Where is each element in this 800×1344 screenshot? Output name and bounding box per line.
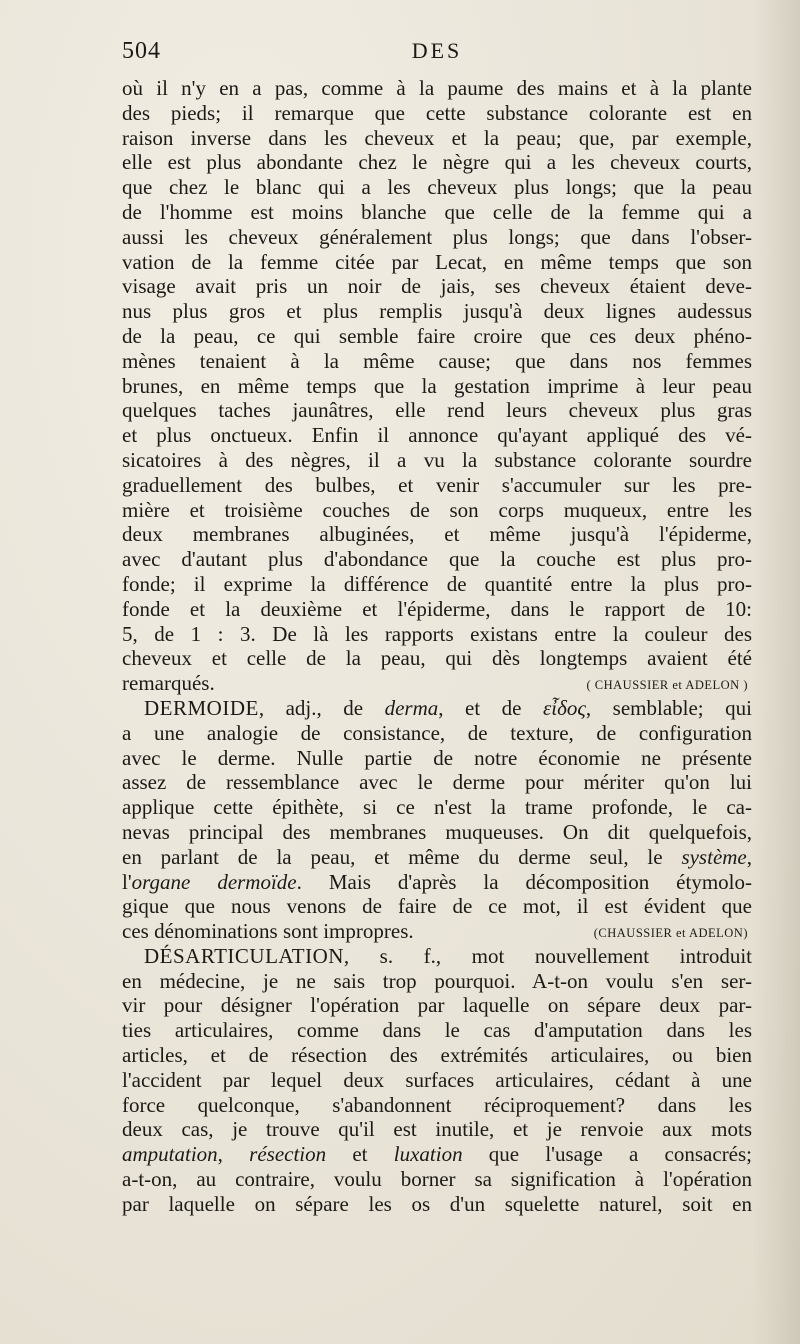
body-text bbox=[122, 76, 752, 1217]
author-signature: (CHAUSSIER et ADELON) bbox=[593, 926, 748, 941]
text-line: sicatoires à des nègres, il a vu la substance colorante sourdre bbox=[122, 447, 752, 472]
text-line: articles, et de résection des extrémités articulaires, ou bien bbox=[122, 1043, 752, 1068]
text-line: des pieds; il remarque que cette substance colorante est en bbox=[122, 100, 752, 125]
text-line: de la peau, ce qui semble faire croire que ces deux phéno- bbox=[122, 323, 752, 348]
text-line: vir pour désigner l'opération par laquelle on sépare deux par- bbox=[122, 993, 752, 1018]
signature-line bbox=[122, 919, 752, 944]
text-line-end: ces dénominations sont impropres. bbox=[122, 919, 414, 944]
text-line: nus plus gros et plus remplis jusqu'à deux lignes audessus bbox=[122, 299, 752, 324]
text-line: gique que nous venons de faire de ce mot, il est évident que bbox=[122, 894, 752, 919]
text-line: graduellement des bulbes, et venir s'accumuler sur les pre- bbox=[122, 472, 752, 497]
text-line: quelques taches jaunâtres, elle rend leurs cheveux plus gras bbox=[122, 398, 752, 423]
author-signature: ( CHAUSSIER et ADELON ) bbox=[586, 678, 748, 693]
text-line: en médecine, je ne sais trop pourquoi. A-t-on voulu s'en ser- bbox=[122, 968, 752, 993]
text-line: amputation, résection et luxation que l'usage a consacrés; bbox=[122, 1142, 753, 1167]
text-line: deux cas, je trouve qu'il est inutile, et je renvoie aux mots bbox=[122, 1117, 752, 1142]
text-line: nevas principal des membranes muqueuses. On dit quelquefois, bbox=[122, 819, 752, 844]
entry-desarticulation-first-line: DÉSARTICULATION, s. f., mot nouvellement introduit bbox=[144, 943, 752, 968]
page-gutter-shadow bbox=[752, 0, 800, 1344]
text-line: applique cette épithète, si ce n'est la trame profonde, le ca- bbox=[122, 795, 752, 820]
text-line: que chez le blanc qui a les cheveux plus longs; que la peau bbox=[122, 175, 752, 200]
text-line: elle est plus abondante chez le nègre qui a les cheveux courts, bbox=[122, 150, 752, 175]
text-line: avec le derme. Nulle partie de notre économie ne présente bbox=[122, 745, 752, 770]
text-line: aussi les cheveux généralement plus longs; que dans l'obser- bbox=[122, 224, 752, 249]
text-line: et plus onctueux. Enfin il annonce qu'ayant appliqué des vé- bbox=[122, 423, 752, 448]
text-line: fonde et la deuxième et l'épiderme, dans le rapport de 10: bbox=[122, 596, 752, 621]
entry-headword: DERMOIDE bbox=[144, 695, 259, 720]
text-line: où il n'y en a pas, comme à la paume des mains et à la plante bbox=[122, 76, 752, 100]
text-line: ties articulaires, comme dans le cas d'amputation dans les bbox=[122, 1018, 752, 1043]
text-line: force quelconque, s'abandonnent réciproquement? dans les bbox=[122, 1092, 752, 1117]
text-line: fonde; il exprime la différence de quantité entre la plus pro- bbox=[122, 571, 752, 596]
signature-line bbox=[122, 671, 752, 696]
text-line: de l'homme est moins blanche que celle de la femme qui a bbox=[122, 199, 752, 224]
text-line-end: remarqués. bbox=[122, 671, 215, 696]
entry-headword: DÉSARTICULATION bbox=[144, 943, 344, 968]
text-line: avec d'autant plus d'abondance que la couche est plus pro- bbox=[122, 547, 752, 572]
entry-dermoide-first-line: DERMOIDE, adj., de derma, et de εἶδος, semblable; qui bbox=[144, 695, 752, 720]
text-line: 5, de 1 : 3. De là les rapports existans entre la couleur des bbox=[122, 621, 752, 646]
text-line: a une analogie de consistance, de texture, de configuration bbox=[122, 720, 752, 745]
text-line: par laquelle on sépare les os d'un squelette naturel, soit en bbox=[122, 1191, 752, 1216]
text-line: l'accident par lequel deux surfaces articulaires, cédant à une bbox=[122, 1067, 752, 1092]
text-line: mènes tenaient à la même cause; que dans nos femmes bbox=[122, 348, 752, 373]
page-number: 504 bbox=[122, 38, 161, 64]
text-line: visage avait pris un noir de jais, ses cheveux étaient deve- bbox=[122, 274, 752, 299]
text-line: a-t-on, au contraire, voulu borner sa signification à l'opération bbox=[122, 1167, 752, 1192]
page-header bbox=[122, 38, 752, 72]
text-line: raison inverse dans les cheveux et la peau; que, par exemple, bbox=[122, 125, 752, 150]
text-line: assez de ressemblance avec le derme pour mériter qu'on lui bbox=[122, 770, 752, 795]
text-line: brunes, en même temps que la gestation imprime à leur peau bbox=[122, 373, 752, 398]
text-line: en parlant de la peau, et même du derme seul, le système, bbox=[122, 844, 752, 869]
text-line: deux membranes albuginées, et même jusqu'à l'épiderme, bbox=[122, 522, 752, 547]
text-line: mière et troisième couches de son corps muqueux, entre les bbox=[122, 497, 752, 522]
running-title: DES bbox=[411, 38, 463, 63]
text-line: l'organe dermoïde. Mais d'après la décomposition étymolo- bbox=[122, 869, 753, 894]
text-line: vation de la femme citée par Lecat, en même temps que son bbox=[122, 249, 752, 274]
text-line: cheveux et celle de la peau, qui dès longtemps avaient été bbox=[122, 646, 752, 671]
